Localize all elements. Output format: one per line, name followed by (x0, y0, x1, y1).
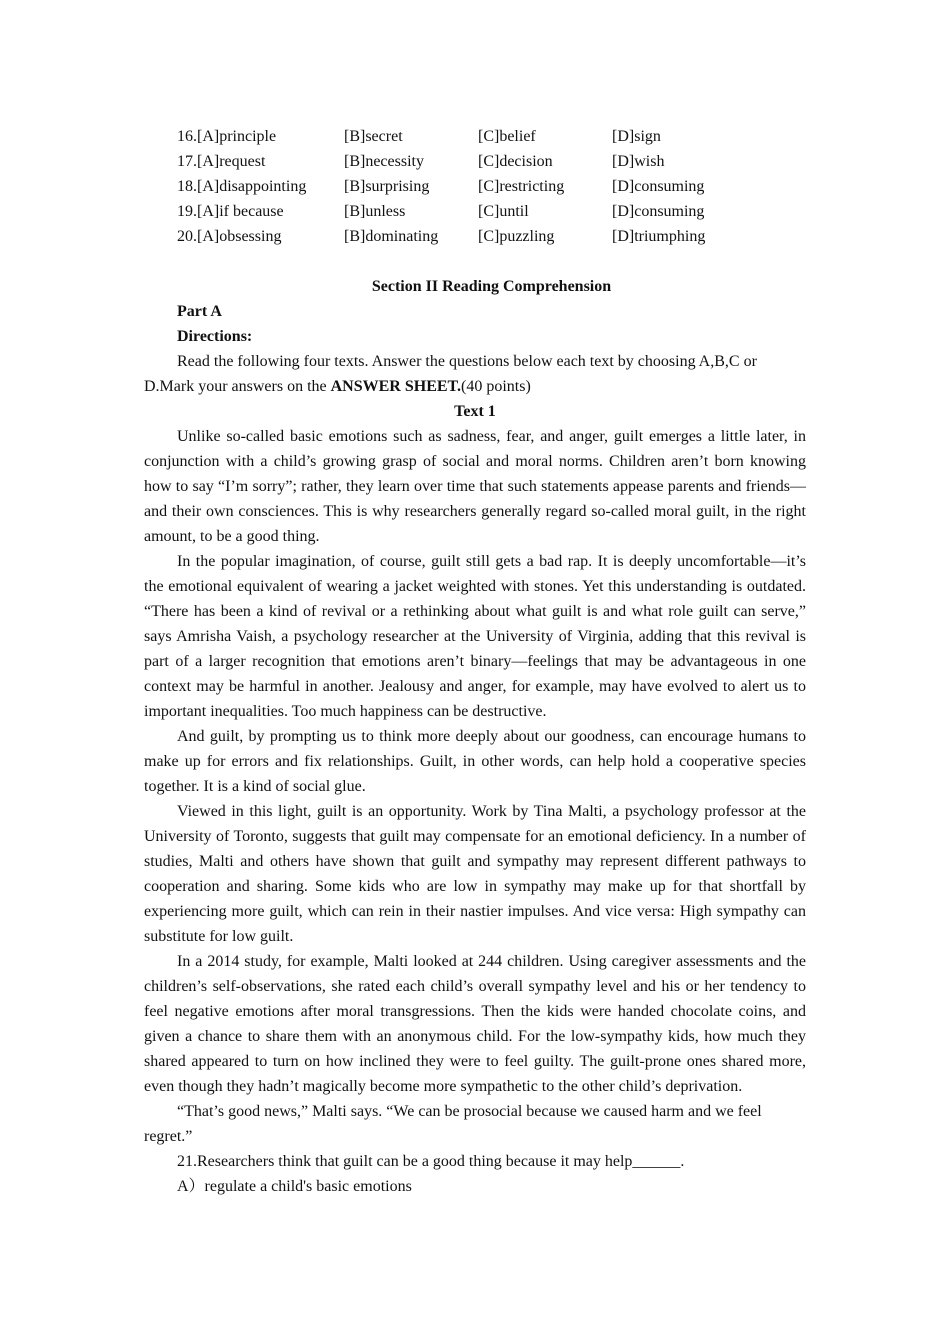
option-a: 19.[A]if because (177, 203, 284, 220)
part-label: Part A (177, 303, 222, 320)
paragraph: Viewed in this light, guilt is an opportunity. Work by Tina Malti, a psychology professor at the University of Toronto, suggests that guilt may compensate for an emotional deficiency. In a number of studies, Malti and others have shown that guilt and sympathy may represent different pathways to cooperation and sharing. Some kids who are low in sympathy may make up for that shortfall by experiencing more guilt, which can rein in their nastier impulses. And vice versa: High sympathy can substitute for low guilt. (144, 803, 806, 945)
option-c: [C]restricting (478, 178, 565, 195)
option-a: 17.[A]request (177, 153, 266, 170)
option-row (177, 149, 705, 174)
directions-label: Directions: (177, 328, 253, 345)
document-page (144, 124, 806, 1199)
directions-text (144, 349, 806, 399)
option-row (177, 199, 705, 224)
paragraph: In a 2014 study, for example, Malti looked at 244 children. Using caregiver assessments and the children’s self-observations, she rated each child’s overall sympathy level and his or her tendency to feel negative emotions after moral transgressions. Then the kids were handed chocolate coins, and given a chance to share them with an anonymous child. For the low-sympathy kids, how much they shared appeared to turn on how inclined they were to feel guilty. The guilt-prone ones shared more, even though they hadn’t magically become more sympathetic to the other child’s deprivation. (144, 953, 806, 1095)
option-a: 20.[A]obsessing (177, 228, 282, 245)
paragraph: “That’s good news,” Malti says. “We can be prosocial because we caused harm and we feel regret.” (144, 1103, 762, 1145)
option-c: [C]decision (478, 153, 553, 170)
option-c: [C]puzzling (478, 228, 555, 245)
option-row (177, 124, 705, 149)
answer-sheet-label: ANSWER SHEET. (330, 378, 462, 395)
option-b: [B]surprising (344, 178, 430, 195)
options-table (177, 124, 705, 249)
question-21-option-a: A）regulate a child's basic emotions (177, 1178, 412, 1195)
option-d: [D]consuming (612, 203, 705, 220)
option-d: [D]triumphing (612, 228, 706, 245)
option-a: 18.[A]disappointing (177, 178, 307, 195)
option-a: 16.[A]principle (177, 128, 277, 145)
text-title: Text 1 (454, 403, 496, 420)
option-b: [B]unless (344, 203, 406, 220)
option-d: [D]wish (612, 153, 665, 170)
option-d: [D]consuming (612, 178, 705, 195)
option-b: [B]secret (344, 128, 403, 145)
paragraph: And guilt, by prompting us to think more deeply about our goodness, can encourage humans to make up for errors and fix relationships. Guilt, in other words, can help hold a cooperative species together. It is a kind of social glue. (144, 728, 806, 795)
section-title: Section II Reading Comprehension (371, 278, 612, 295)
option-row (177, 174, 705, 199)
option-b: [B]necessity (344, 153, 424, 170)
directions-body: Read the following four texts. Answer the questions below each text by choosing A,B,C or D.Mark your answers on the (144, 353, 757, 395)
option-row (177, 224, 705, 249)
points-label: (40 points) (461, 378, 531, 395)
paragraph: In the popular imagination, of course, guilt still gets a bad rap. It is deeply uncomfortable—it’s the emotional equivalent of wearing a jacket weighted with stones. Yet this understanding is outdated. “There has been a kind of revival or a rethinking about what guilt is and what role guilt can serve,” says Amrisha Vaish, a psychology researcher at the University of Virginia, adding that this revival is part of a larger recognition that emotions aren’t binary—feelings that may be advantageous in one context may be harmful in another. Jealousy and anger, for example, may have evolved to alert us to important inequalities. Too much happiness can be destructive. (144, 553, 806, 720)
option-c: [C]until (478, 203, 529, 220)
option-c: [C]belief (478, 128, 536, 145)
question-21: 21.Researchers think that guilt can be a good thing because it may help______. (177, 1153, 685, 1170)
option-d: [D]sign (612, 128, 661, 145)
paragraph: Unlike so-called basic emotions such as sadness, fear, and anger, guilt emerges a little later, in conjunction with a child’s growing grasp of social and moral norms. Children aren’t born knowing how to say “I’m sorry”; rather, they learn over time that such statements appease parents and friends—and their own consciences. This is why researchers generally regard so-called moral guilt, in the right amount, to be a good thing. (144, 428, 806, 545)
option-b: [B]dominating (344, 228, 439, 245)
